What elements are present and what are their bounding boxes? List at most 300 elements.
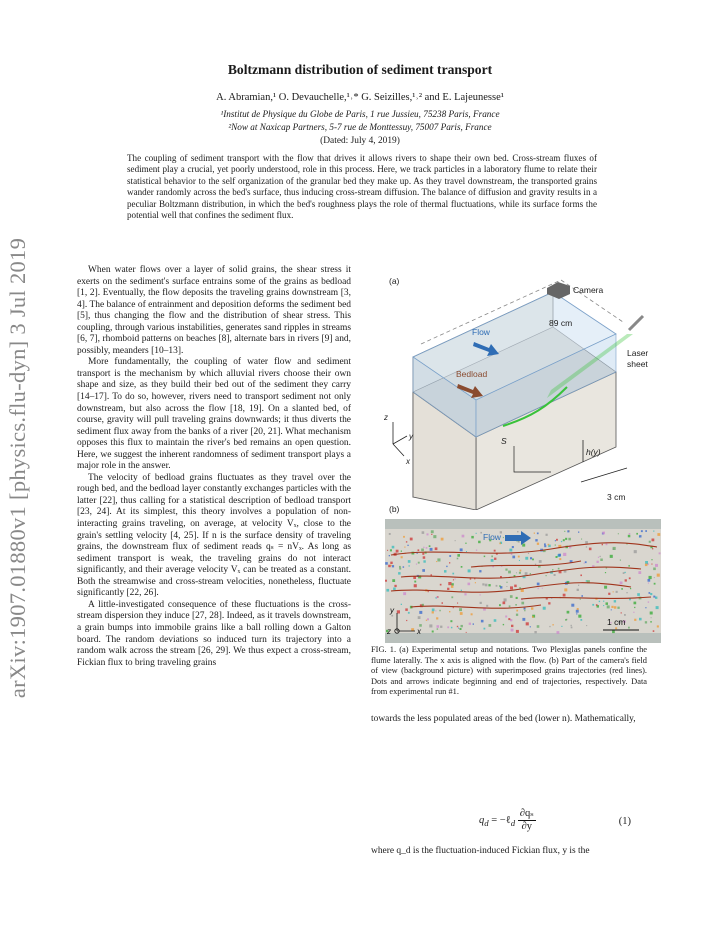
grain-speck [449, 611, 450, 612]
grain-speck [473, 623, 474, 624]
grain-speck [408, 612, 410, 614]
figure-1b [371, 503, 661, 643]
grain-speck [563, 553, 566, 556]
grain-speck [453, 607, 454, 608]
eq-l-sub: d [510, 818, 516, 828]
grain-speck [628, 565, 630, 567]
grain-speck [516, 597, 518, 599]
grain-speck [404, 547, 405, 548]
grain-speck [548, 544, 550, 546]
flume-wall-top [385, 519, 661, 529]
eq-denominator: ∂y [521, 821, 532, 832]
grain-speck [401, 551, 402, 552]
grain-speck [537, 543, 539, 545]
grain-speck [426, 620, 427, 621]
grain-speck [504, 598, 507, 601]
grain-speck [499, 604, 501, 606]
grain-speck [520, 570, 522, 572]
dated-line: (Dated: July 4, 2019) [320, 136, 400, 146]
grain-speck [478, 541, 481, 544]
grain-speck [634, 619, 636, 621]
grain-speck [542, 588, 543, 589]
grain-speck [431, 574, 433, 576]
grain-speck [491, 559, 494, 562]
grain-speck [580, 575, 582, 577]
grain-speck [392, 579, 395, 582]
grain-speck [436, 597, 438, 599]
grain-speck [630, 588, 631, 589]
grain-speck [531, 607, 533, 609]
grain-speck [432, 631, 434, 633]
grain-speck [552, 624, 553, 625]
grain-speck [637, 593, 640, 596]
grain-speck [511, 629, 514, 632]
grain-speck [480, 532, 482, 534]
grain-speck [441, 538, 444, 541]
figure-caption: FIG. 1. (a) Experimental setup and notations. Two Plexiglas panels confine the flume laterally. The x axis is aligned with the flow. (b) Part of the camera's field of view (background picture) with superimposed grains trajectories (red lines). Dots and arrows indicate beginning and end of trajectories, respectively. Data from experimental run #1. [371, 645, 647, 696]
grain-speck [392, 546, 395, 549]
grain-speck [437, 628, 439, 630]
grain-speck [422, 531, 425, 534]
grain-speck [525, 557, 528, 560]
grain-speck [432, 609, 435, 612]
grain-speck [385, 580, 387, 582]
grain-speck [460, 548, 463, 551]
grain-speck [614, 606, 617, 609]
grain-speck [508, 618, 510, 620]
grain-speck [649, 592, 651, 594]
grain-speck [458, 628, 459, 629]
grain-speck [519, 572, 521, 574]
grain-speck [561, 626, 562, 627]
grain-speck [556, 539, 558, 541]
grain-speck [524, 610, 525, 611]
grain-speck [457, 603, 458, 604]
grain-speck [613, 591, 614, 592]
grain-speck [618, 533, 619, 534]
grain-speck [634, 607, 635, 608]
grain-speck [429, 545, 431, 547]
grain-speck [461, 590, 462, 591]
width-label: 3 cm [607, 492, 626, 502]
grain-speck [524, 608, 526, 610]
grain-speck [418, 562, 420, 564]
grain-speck [435, 610, 436, 611]
grain-speck [530, 573, 531, 574]
grain-speck [621, 588, 623, 590]
grain-speck [571, 604, 574, 607]
grain-speck [416, 564, 417, 565]
grain-speck [503, 602, 506, 605]
figure-1a [371, 272, 661, 510]
grain-speck [431, 534, 432, 535]
grain-speck [451, 596, 453, 598]
grain-speck [409, 565, 410, 566]
grain-speck [628, 535, 631, 538]
grain-speck [589, 548, 592, 551]
grain-speck [580, 599, 581, 600]
grain-speck [602, 544, 603, 545]
grain-speck [398, 572, 401, 575]
grain-speck [602, 532, 605, 535]
grain-speck [581, 595, 583, 597]
grain-speck [612, 630, 615, 633]
grain-speck [652, 539, 655, 542]
grain-speck [509, 605, 511, 607]
grain-speck [452, 573, 454, 575]
grain-speck [629, 577, 631, 579]
grain-speck [568, 538, 571, 541]
grain-speck [446, 566, 447, 567]
grain-speck [433, 535, 436, 538]
grain-speck [431, 530, 434, 533]
grain-speck [634, 550, 637, 553]
bedload-label: Bedload [456, 369, 488, 379]
grain-speck [512, 546, 514, 548]
grain-speck [563, 539, 565, 541]
grain-speck [655, 564, 658, 567]
grain-speck [639, 535, 641, 537]
grain-speck [651, 559, 652, 560]
setup-diagram [371, 272, 661, 510]
grain-speck [453, 579, 454, 580]
grain-speck [629, 599, 631, 601]
grain-speck [482, 583, 484, 585]
grain-speck [597, 561, 599, 563]
grain-speck [648, 601, 649, 602]
equation-body [479, 808, 536, 833]
grain-speck [626, 592, 627, 593]
grain-speck [427, 533, 429, 535]
grain-speck [555, 545, 556, 546]
grain-speck [509, 549, 512, 552]
grain-speck [578, 532, 579, 533]
h-label: h(y) [586, 447, 601, 457]
grain-speck [611, 609, 612, 610]
grain-speck [543, 607, 546, 610]
grain-speck [628, 627, 630, 629]
grain-speck [653, 568, 656, 571]
grain-speck [552, 569, 553, 570]
eq-operator: = −ℓ [491, 814, 511, 826]
laser-sheet-label: sheet [627, 359, 648, 369]
grain-speck [639, 618, 642, 621]
grain-speck [645, 564, 648, 567]
grain-speck [419, 611, 422, 614]
grain-speck [439, 610, 441, 612]
grain-speck [389, 533, 391, 535]
grain-speck [476, 533, 477, 534]
grain-speck [511, 625, 513, 627]
paper-title: Boltzmann distribution of sediment transport [227, 62, 493, 77]
grain-speck [537, 533, 539, 535]
grain-speck [390, 549, 392, 551]
grain-speck [652, 548, 653, 549]
grain-speck [399, 566, 401, 568]
grain-speck [426, 547, 428, 549]
grain-speck [494, 619, 497, 622]
grain-speck [489, 624, 492, 627]
grain-speck [406, 620, 407, 621]
grain-speck [653, 630, 655, 632]
grain-speck [654, 577, 655, 578]
grain-speck [405, 608, 408, 611]
grain-speck [613, 547, 616, 550]
grain-speck [392, 565, 394, 567]
grain-speck [576, 613, 577, 614]
equation-1 [371, 800, 661, 840]
grain-speck [525, 572, 528, 575]
grain-speck [396, 550, 399, 553]
grain-speck [466, 551, 467, 552]
grain-speck [564, 531, 565, 532]
grain-speck [600, 556, 601, 557]
grain-speck [510, 595, 513, 598]
grain-speck [564, 588, 567, 591]
grain-speck [484, 556, 486, 558]
grain-speck [510, 619, 512, 621]
panel-a-label: (a) [389, 276, 400, 286]
grain-speck [657, 533, 660, 536]
grain-speck [516, 630, 519, 633]
grain-speck [616, 591, 618, 593]
grain-speck [649, 576, 652, 579]
grain-speck [459, 608, 462, 611]
flow-label: Flow [472, 327, 490, 337]
grain-speck [519, 560, 520, 561]
laser-label: Laser [627, 348, 649, 358]
grain-speck [555, 540, 556, 541]
grain-speck [634, 602, 637, 605]
grain-speck [421, 549, 424, 552]
grain-speck [471, 536, 474, 539]
grain-speck [512, 556, 515, 559]
grain-speck [659, 552, 661, 554]
grain-speck [615, 627, 617, 629]
grain-speck [460, 612, 463, 615]
grain-speck [620, 560, 621, 561]
b-axis-z-label: z [387, 627, 391, 636]
grain-speck [532, 616, 534, 618]
grain-speck [457, 558, 459, 560]
axis-y-label: y [409, 432, 413, 441]
grain-speck [558, 568, 560, 570]
grain-speck [471, 613, 473, 615]
grain-speck [491, 556, 493, 558]
grain-speck [455, 578, 456, 579]
grain-speck [650, 612, 653, 615]
width-marker [581, 468, 627, 482]
grain-speck [522, 618, 525, 621]
grain-speck [388, 565, 391, 568]
grain-speck [645, 530, 647, 532]
grain-speck [557, 631, 560, 634]
grain-speck [544, 543, 546, 545]
left-column [77, 265, 351, 669]
grain-speck [522, 544, 525, 547]
eq-numerator: ∂qₛ [519, 808, 534, 819]
grain-speck [422, 569, 425, 572]
grain-speck [516, 610, 518, 612]
grain-speck [586, 546, 587, 547]
grain-speck [386, 589, 389, 592]
grain-speck [457, 554, 460, 557]
grain-speck [645, 621, 647, 623]
grain-speck [532, 559, 534, 561]
grain-speck [534, 533, 535, 534]
eq-lhs-sub: d [484, 818, 489, 828]
grain-speck [406, 541, 407, 542]
grain-speck [403, 566, 405, 568]
grain-speck [585, 541, 588, 544]
grain-speck [576, 610, 579, 613]
grain-speck [503, 537, 504, 538]
grain-speck [423, 560, 425, 562]
grain-speck [403, 536, 405, 538]
grain-speck [505, 616, 507, 618]
grain-speck [390, 565, 391, 566]
flume-wall-bottom [385, 633, 661, 643]
grain-speck [437, 625, 440, 628]
grain-speck [517, 531, 518, 532]
grain-speck [655, 597, 657, 599]
grain-speck [451, 627, 453, 629]
grain-speck [484, 628, 486, 630]
grain-speck [636, 533, 638, 535]
grain-speck [451, 585, 454, 588]
grain-speck [432, 611, 434, 613]
trajectory-image [371, 503, 661, 643]
grain-speck [389, 555, 390, 556]
grain-speck [546, 575, 547, 576]
grain-speck [437, 558, 440, 561]
grain-speck [633, 612, 634, 613]
grain-speck [586, 625, 587, 626]
grain-speck [429, 624, 432, 627]
grain-speck [607, 605, 610, 608]
grain-speck [449, 562, 450, 563]
grain-speck [508, 571, 511, 574]
grain-speck [440, 626, 442, 628]
grain-speck [440, 584, 442, 586]
author-list: A. Abramian,¹ O. Devauchelle,¹˒* G. Seizilles,¹˒² and E. Lajeunesse¹ [216, 92, 504, 103]
grain-speck [510, 586, 513, 589]
grain-speck [625, 579, 627, 581]
grain-speck [479, 570, 481, 572]
grain-speck [629, 533, 631, 535]
grain-speck [567, 530, 569, 532]
grain-speck [401, 556, 403, 558]
grain-speck [539, 560, 542, 563]
length-label: 89 cm [549, 318, 573, 328]
affiliation-1: ¹Institut de Physique du Globe de Paris, 1 rue Jussieu, 75238 Paris, France [220, 109, 500, 119]
grain-speck [407, 545, 408, 546]
grain-speck [548, 602, 550, 604]
grain-speck [448, 582, 451, 585]
grain-speck [577, 608, 579, 610]
grain-speck [537, 583, 540, 586]
grain-speck [414, 584, 417, 587]
grain-speck [558, 554, 561, 557]
grain-speck [468, 583, 471, 586]
grain-speck [546, 534, 548, 536]
grain-speck [449, 555, 451, 557]
s-label: S [501, 436, 507, 446]
grain-speck [460, 628, 462, 630]
grain-speck [503, 624, 504, 625]
paragraph: More fundamentally, the coupling of water flow and sediment transport is the mechanism by which alluvial rivers choose their own shape and size, as they build their bed out of the sediment they carry [14–17]. To do so, however, rivers need to transport sediment not only downstream, but also across the flow [18, 19]. On a slanted bed, of course, gravity will pull traveling grains downwards; it thus diverts the sediment flux away from the banks of a river [20, 21]. What mechanism opposes this flux to maintain the river's bed remains an open question. Here, we suggest the inherent randomness of sediment transport plays a major role in the answer. [77, 357, 351, 472]
grain-speck [604, 586, 607, 589]
grain-speck [385, 562, 388, 565]
eq-fraction [518, 808, 536, 833]
right-column-text-2: where q_d is the fluctuation-induced Fickian flux, y is the [371, 846, 590, 856]
grain-speck [650, 621, 652, 623]
grain-speck [461, 625, 463, 627]
grain-speck [444, 570, 447, 573]
grain-speck [581, 539, 582, 540]
grain-speck [611, 606, 613, 608]
arxiv-identifier: arXiv:1907.01880v1 [physics.flu-dyn] 3 Jul 2019 [5, 237, 30, 699]
grain-speck [530, 557, 532, 559]
grain-speck [422, 553, 424, 555]
grain-speck [606, 543, 608, 545]
grain-speck [480, 602, 482, 604]
grain-speck [505, 569, 507, 571]
grain-speck [506, 586, 507, 587]
grain-speck [516, 572, 517, 573]
grain-speck [649, 541, 651, 543]
grain-speck [468, 569, 471, 572]
grain-speck [475, 582, 476, 583]
grain-speck [535, 539, 537, 541]
b-axis-y-label: y [390, 606, 394, 615]
grain-speck [521, 602, 524, 605]
grain-speck [617, 607, 619, 609]
grain-speck [653, 596, 655, 598]
grain-speck [423, 547, 424, 548]
grain-speck [514, 585, 517, 588]
grain-speck [410, 538, 413, 541]
grain-speck [648, 583, 649, 584]
grain-speck [414, 581, 416, 583]
abstract: The coupling of sediment transport with the flow that drives it allows rivers to shape their own bed. Cross-stream fluxes of sediment play a crucial, yet poorly understood, role in this process. Here, we track particles in a laboratory flume to relate their statistical behavior to the self organization of the granular bed they make up. As they travel downstream, the transported grains wander randomly across the bed's surface, thus inducing cross-stream diffusion. The balance of diffusion and gravity results in a peculiar Boltzmann distribution, in which the bed's roughness plays the role of thermal fluctuations, while its surface forms the potential well that confines the sediment flux. [127, 153, 597, 221]
grain-speck [600, 559, 603, 562]
right-column-text: towards the less populated areas of the bed (lower n). Mathematically, [371, 714, 636, 724]
grain-speck [403, 592, 406, 595]
grain-speck [519, 587, 520, 588]
grain-speck [391, 615, 393, 617]
grain-speck [537, 625, 540, 628]
grain-speck [526, 622, 529, 625]
grain-speck [534, 631, 536, 633]
grain-speck [650, 593, 652, 595]
grain-speck [499, 543, 501, 545]
grain-speck [648, 579, 651, 582]
grain-speck [464, 593, 466, 595]
grain-speck [476, 550, 477, 551]
grain-speck [538, 588, 539, 589]
grain-speck [442, 602, 444, 604]
grain-speck [657, 625, 659, 627]
grain-speck [452, 583, 454, 585]
grain-speck [430, 548, 433, 551]
grain-speck [485, 584, 488, 587]
grain-speck [408, 560, 411, 563]
grain-speck [651, 617, 652, 618]
grain-speck [462, 535, 465, 538]
paragraph: The velocity of bedload grains fluctuates as they travel over the rough bed, and the bedload layer constantly exchanges particles with the latter [22], thus calling for a statistical description of bedload transport [23, 24]. At its simplest, this theory involves a population of non-interacting grains traveling, on average, at velocity Vₓ, close to the grain's settling velocity [4, 25]. If n is the surface density of traveling grains, the downstream flux of sediment reads qₛ = nVₓ. As long as sediment transport is weak, the traveling grains do not interact significantly, and their average velocity Vₓ can be treated as a constant. Both the streamwise and cross-stream velocities, nonetheless, fluctuate significantly [22, 26]. [77, 472, 351, 599]
laser-icon [629, 316, 643, 330]
